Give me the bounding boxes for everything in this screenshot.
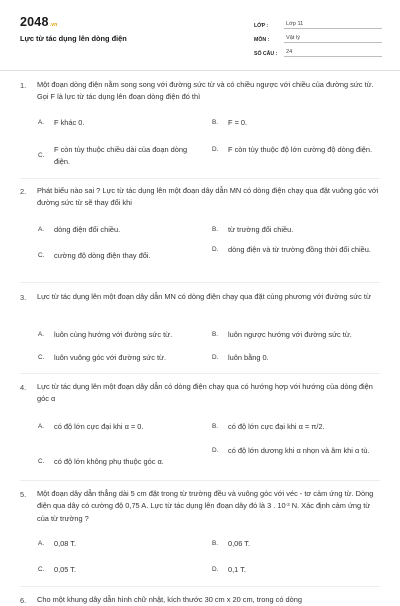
question-3-text: Lực từ tác dụng lên một đoạn dây dẫn MN có dòng điện chạy qua đặt cùng phương với đường sức từ [37,292,371,301]
meta-class-value: Lớp 11 [284,21,382,29]
option-text: luôn ngược hướng với đường sức từ. [228,330,352,339]
option-text: 0,1 T. [228,565,246,574]
option-text: từ trường đổi chiều. [228,225,294,234]
option-letter: A. [38,226,45,234]
option-letter: B. [212,423,219,431]
meta-count-label: SỐ CÂU : [254,51,278,57]
question-5-text-part1: Một đoạn dây dẫn thẳng dài 5 cm đặt trong từ trường đều và vuông góc với véc - tơ cảm ứng từ. Dòng điện qua dây có cường độ 0,75 A. Lực từ tác dụng lên đoạn dây đó là 3 . 10 [37,489,374,511]
header-divider [0,70,400,71]
question-divider [20,178,380,179]
meta-subject-value: Vật lý [284,35,382,43]
question-5-text [37,488,382,525]
option-text: luôn cùng hướng với đường sức từ. [54,330,173,339]
question-1-option-c[interactable] [38,144,208,167]
question-5-option-a[interactable] [38,538,208,550]
option-text: luôn vuông góc với đường sức từ. [54,353,167,362]
question-1-number: 1. [20,81,27,90]
meta-subject-row [254,29,382,43]
option-text: dòng điện đổi chiều. [54,225,121,234]
option-letter: C. [38,252,45,260]
question-4-text: Lực từ tác dụng lên một đoạn dây dẫn có dòng điện chạy qua có hướng hợp với hướng của dòng điện góc α [37,382,373,404]
question-5-option-d[interactable] [212,564,382,576]
question-2-option-b[interactable] [212,224,382,236]
option-letter: B. [212,540,219,548]
question-divider [20,282,380,283]
question-1-option-d[interactable] [212,144,382,156]
question-1-option-a[interactable] [38,117,188,129]
option-letter: C. [38,152,45,160]
question-divider [20,373,380,374]
option-letter: A. [38,423,45,431]
option-text: dòng điện và từ trường đồng thời đổi chiều. [228,245,371,254]
logo-text: 2048 [20,15,49,29]
question-3-option-c[interactable] [38,352,208,364]
meta-subject-label: MÔN : [254,37,270,43]
option-text: 0,05 T. [54,565,77,574]
question-3-option-a[interactable] [38,329,208,341]
option-text: F còn tùy thuộc chiều dài của đoạn dòng điện. [54,145,188,166]
option-letter: A. [38,540,45,548]
question-divider [20,480,380,481]
question-4-option-a[interactable] [38,421,208,433]
question-4-number: 4. [20,383,27,392]
option-letter: D. [212,146,219,154]
meta-class-row [254,15,382,29]
option-letter: D. [212,566,219,574]
logo-suffix: .vn [49,22,58,28]
question-2-option-c[interactable] [38,250,208,262]
option-letter: B. [212,226,219,234]
question-5-exponent: -3 [285,502,290,508]
option-text: có độ lớn dương khi α nhọn và âm khi α tù. [228,446,370,455]
option-text: 0,06 T. [228,539,251,548]
question-6-number: 6. [20,596,27,605]
option-letter: B. [212,331,219,339]
option-letter: B. [212,119,219,127]
question-4-option-d[interactable] [212,445,382,457]
question-3-option-d[interactable] [212,352,382,364]
option-text: có độ lớn cực đại khi α = 0. [54,422,144,431]
option-text: F khác 0. [54,118,85,127]
question-6-text: Cho một khung dây dẫn hình chữ nhật, kích thước 30 cm x 20 cm, trong có dòng [37,595,302,604]
question-2-number: 2. [20,187,27,196]
option-text: có độ lớn không phụ thuộc góc α. [54,457,164,466]
question-1-option-b[interactable] [212,117,382,129]
meta-class-label: LỚP : [254,23,269,29]
option-letter: C. [38,354,45,362]
option-letter: D. [212,246,219,254]
option-text: luôn bằng 0. [228,353,269,362]
worksheet-meta [254,15,382,57]
option-letter: A. [38,119,45,127]
question-5-option-b[interactable] [212,538,382,550]
option-text: F còn tùy thuộc độ lớn cường độ dòng điện. [228,145,373,154]
question-2-text: Phát biểu nào sai ? Lực từ tác dụng lên một đoạn dây dẫn MN có dòng điện chạy qua đặt vuông góc với đường sức từ sẽ thay đổi khi [37,186,379,208]
question-2-option-d[interactable] [212,244,382,256]
option-letter: C. [38,566,45,574]
question-divider [20,586,380,587]
question-4-option-c[interactable] [38,456,208,468]
option-letter: D. [212,354,219,362]
question-5-number: 5. [20,490,27,499]
question-5-option-c[interactable] [38,564,208,576]
meta-count-row [254,43,382,57]
question-3-number: 3. [20,293,27,302]
question-5-text-part2: N. Xác định cảm ứng từ của từ trường ? [37,501,371,523]
question-1-text: Một đoạn dòng điện nằm song song với đường sức từ và có chiều ngược với chiều của đường sức từ. Gọi F là lực từ tác dụng lên đoạn dòng điện đó thì [37,80,374,102]
question-4-option-b[interactable] [212,421,382,433]
option-letter: A. [38,331,45,339]
option-text: cường độ dòng điện thay đổi. [54,251,151,260]
question-3-option-b[interactable] [212,329,390,341]
option-letter: C. [38,458,45,466]
site-logo[interactable] [20,15,57,29]
meta-count-value: 24 [284,49,382,57]
option-text: 0,08 T. [54,539,77,548]
question-2-option-a[interactable] [38,224,208,236]
option-text: có độ lớn cực đại khi α = π/2. [228,422,325,431]
option-letter: D. [212,447,219,455]
page-header [0,0,400,58]
worksheet-title: Lực từ tác dụng lên dòng điện [20,34,127,43]
option-text: F = 0. [228,118,248,127]
